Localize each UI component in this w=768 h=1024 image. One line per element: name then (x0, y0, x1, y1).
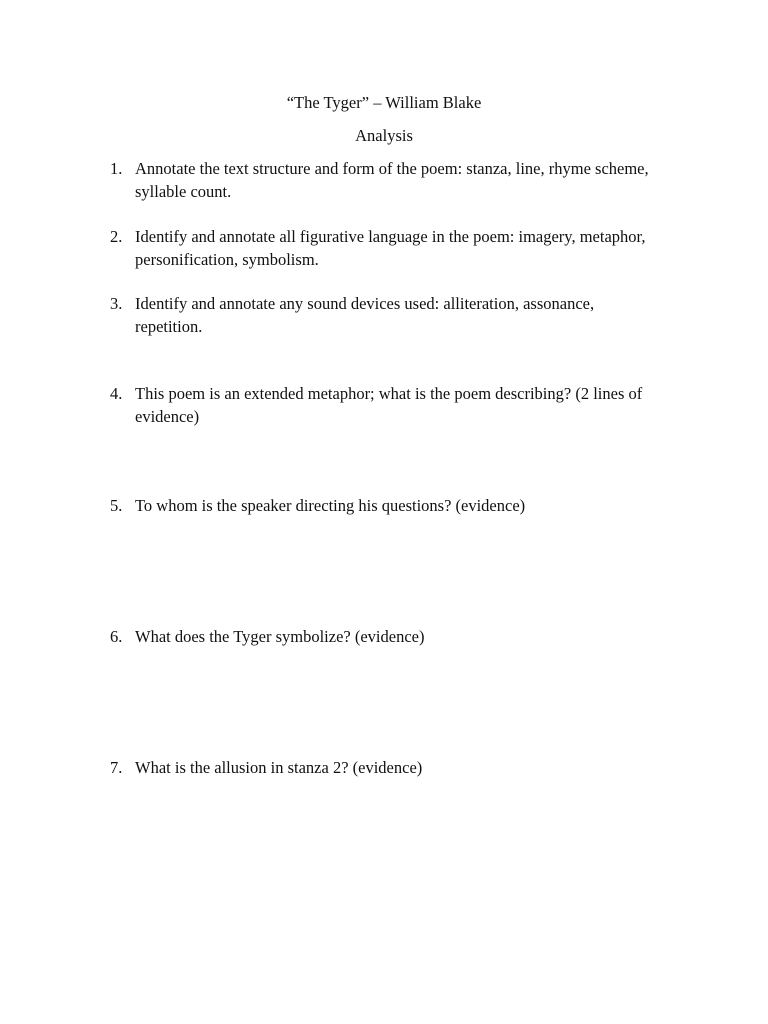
question-text: What is the allusion in stanza 2? (evidence) (135, 758, 423, 777)
question-number: 2. (110, 227, 123, 246)
question-item (110, 226, 650, 271)
document-subtitle: Analysis (355, 126, 413, 145)
question-number: 4. (110, 384, 123, 403)
question-text: To whom is the speaker directing his questions? (evidence) (135, 496, 526, 515)
question-item (110, 293, 650, 338)
question-item (110, 626, 650, 649)
question-number: 1. (110, 159, 123, 178)
question-text: Identify and annotate any sound devices used: alliteration, assonance, repetition. (135, 294, 595, 336)
question-number: 7. (110, 758, 123, 777)
document-title (0, 92, 768, 114)
title-separator: – (369, 93, 386, 112)
poem-author: William Blake (385, 93, 482, 112)
poem-title: “The Tyger” (286, 93, 370, 112)
question-item (110, 158, 650, 203)
question-item (110, 757, 650, 780)
question-item (110, 383, 650, 428)
question-number: 6. (110, 627, 123, 646)
question-item (110, 495, 650, 518)
question-text: Identify and annotate all figurative language in the poem: imagery, metaphor, personification, symbolism. (135, 227, 646, 269)
question-text: This poem is an extended metaphor; what is the poem describing? (2 lines of evidence) (135, 384, 643, 426)
question-number: 5. (110, 496, 123, 515)
question-text: What does the Tyger symbolize? (evidence) (135, 627, 425, 646)
question-text: Annotate the text structure and form of the poem: stanza, line, rhyme scheme, syllable count. (135, 159, 649, 201)
question-number: 3. (110, 294, 123, 313)
